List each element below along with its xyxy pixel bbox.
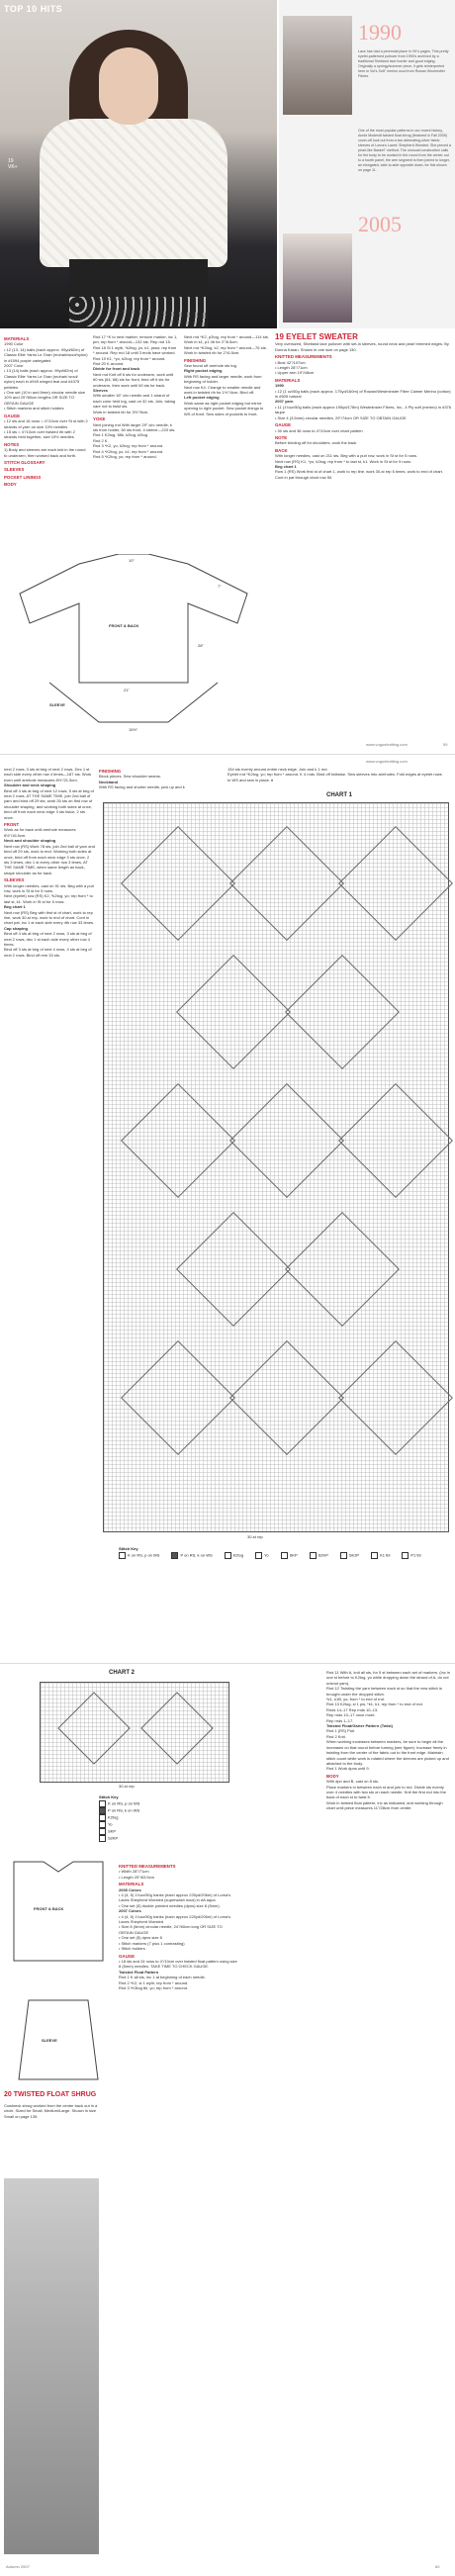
p3r-line: Rnds 14–17 Rep rnds 10–13. — [326, 1706, 379, 1712]
col1-line: 1990 Color — [4, 341, 24, 347]
eyelet-line: Row 1 (RS) Work first st of chart 1, work to rep line, work 30-st rep 6 times, work to end of chart. — [275, 469, 443, 475]
p2-line: Next row (RS) Work 78 sts, join 2nd ball of yarn and bind off 29 sts, work to end. Working both sides at once, bind off from each neck edge 3 sts once, 2 sts 3 times, dec 1 st every other row 3 times, AT THE SAME TIME, when same length as back, shape shoulder as for back. — [4, 843, 95, 875]
stitch-key-label: SK2P — [348, 1552, 360, 1558]
stitch-key-item — [99, 1800, 237, 1807]
chart2-grid — [40, 1682, 229, 1783]
p2-subheading: Neck and shoulder shaping — [4, 838, 56, 844]
col1-heading: BODY — [4, 482, 17, 488]
eyelet-subheading: 2007 yarn — [275, 399, 294, 405]
p2-line: Next (eyelet) row (RS) K2, *k2tog, yo; rep from * to last st, k1. Work in St st for 5 rows. — [4, 893, 93, 904]
chart1-motif — [176, 1212, 291, 1327]
swatch-icon — [99, 1828, 106, 1835]
eyelet-line: • 12 (1 oz/50g balls (each approx. 175yd/160m) of Rowan/Westminster Fibre Calmer Merino (cotton) in #505 natural — [275, 388, 451, 400]
page2-column-1 — [4, 767, 95, 958]
chart1-motif — [338, 1083, 453, 1198]
eyelet-line: Before binding off for shoulders, work the back — [275, 440, 357, 446]
p3r-line: Rnd 13 K2tog, sl 1 pw, *k1, k1; rep from * to end of rnd. — [326, 1702, 423, 1707]
eyelet-line: With longer needles, cast on 211 sts. Beg with a purl row, work in St st for 5 rows. — [275, 453, 417, 459]
schematic-measure: 15½" — [129, 727, 138, 732]
col2-line: Rnd 18 Sl 1 wyib, *k2tog, yo, k1, psso; rep from * around. Rep rnd 18 until 3 ends have worked. — [93, 344, 177, 356]
p2-line: With RS facing and shorter needle, pick up and k — [99, 784, 185, 790]
year-2005: 2005 — [358, 212, 402, 236]
page2-column-2 — [99, 767, 218, 790]
p3-line: Rnd 2 *K2, sl 1 wyib; rep from * around. — [119, 1979, 189, 1985]
stitch-key-label: SKP — [289, 1552, 298, 1558]
chart2-stitch-key — [99, 1794, 237, 1842]
p2-subheading: Neckband — [99, 779, 119, 784]
swatch-icon — [99, 1800, 106, 1807]
eyelet-heading: BACK — [275, 447, 288, 453]
stitch-key-item — [402, 1552, 420, 1559]
col3-line: Next row K4. Change to smaller needle and work in twisted rib for 1½"/4cm. Bind off. — [184, 384, 261, 396]
sweater-image — [40, 119, 228, 267]
section-number: 19 — [275, 332, 284, 341]
chart1-motif — [176, 955, 291, 1069]
col2-subheading: Divide for front and back — [93, 366, 140, 372]
col3-line: Work in twisted rib for 2"/6.5cm. — [184, 350, 240, 356]
swatch-icon — [99, 1814, 106, 1821]
stitch-key-label: K2tog — [108, 1814, 119, 1820]
col1-line: • 15 sts = 4"/10cm over twisted rib with 2 strands held together, size 10½ needles — [4, 428, 75, 440]
p3r-line: Rep rnds 10–17 once more. — [326, 1712, 376, 1718]
thumbnail-1990 — [283, 16, 352, 115]
schematic-page3 — [4, 1852, 113, 2089]
chart2-title: CHART 2 — [109, 1670, 136, 1676]
chart1-title: CHART 1 — [326, 792, 353, 798]
eyelet-line: Next row (RS) K1, *yo, k2tog; rep from * to last st, k1. Work in St st for 5 rows. — [275, 458, 411, 464]
eyelet-line: Cont in pat through chart row 50. — [275, 474, 333, 480]
p2-line: next 2 rows, 3 sts at beg of next 2 rows. Dec 1 st each side every other row 4 times—187 sts. Work even until armhole measures 8½"/21.5cm. — [4, 767, 92, 782]
photo-tag — [8, 158, 18, 170]
schematic-measure: 7" — [218, 584, 222, 589]
col1-line: • One set (10 in and 8mm) circular needle size 10½ and 29"/80cm lengths OR SIZE TO OBTAIN GAUGE — [4, 390, 86, 406]
swatch-icon — [402, 1552, 409, 1559]
p3-heading: GAUGE — [119, 1953, 136, 1959]
p3r-line: Rnd 2 Knit. — [326, 1733, 346, 1739]
stitch-key-label: K1 tbl — [380, 1552, 391, 1558]
sidebar — [279, 0, 455, 328]
col2-heading: YOKE — [93, 416, 106, 422]
chart1-grid — [103, 802, 449, 1532]
page-2 — [0, 754, 455, 1662]
eyelet-line: • Size 4 (3.5mm) circular needles, 29"/74cm OR SIZE TO OBTAIN GAUGE — [275, 414, 407, 420]
swatch-icon — [281, 1552, 288, 1559]
swatch-icon — [99, 1807, 106, 1814]
p2-line: Next row (RS) Beg with first st of chart, work to rep line, work 30-st rep, work to end of chart. Cont in chart pat, inc 1 st each side every 4th row 33 times. — [4, 909, 95, 926]
eyelet-heading: NOTE — [275, 434, 288, 440]
eyelet-subheading: Beg chart 1 — [275, 463, 297, 469]
p3-heading: MATERIALS — [119, 1882, 144, 1887]
col1-line: • Stitch markers and stitch holders — [4, 406, 64, 412]
page1-page-number: 59 — [443, 742, 448, 747]
chart1-motif — [338, 826, 453, 941]
col3-heading: FINISHING — [184, 357, 207, 363]
swatch-icon — [225, 1552, 231, 1559]
sidebar-text-1: Lace has had a perennial place in VK's pages. This pretty eyelet-patterned pullover from 1990's archived by a traditional Shetland lace border and good edging. Originally a springy/summer piece, it gets reinterpreted here in Vol's Soft" merino wool from Rowan Woolrestler Fibres. — [358, 49, 449, 78]
swatch-icon — [119, 1552, 126, 1559]
p3-line: Rnd 1 K all sts, inc 1 at beginning of each needle. — [119, 1975, 206, 1980]
section-intro: Very oversized, Shetland lace pullover with set-in sleeves, round neck and pearl trimmed edges. By Donna Karan. Shown in one size on page 130. — [275, 341, 449, 352]
p3r-line: Work in twisted float pattern, inc as indicated, and working through chart until piece measures 11"/28cm from center. — [326, 1799, 443, 1811]
eyelet-line: • 11 (1¾oz/50g balls (each approx 195yd/178m) Westminster Fibres, Inc., 4 Ply soft (merino) in #376 taupe — [275, 404, 452, 415]
p2-line: Work as for back until armhole measures 6½"/16.5cm. — [4, 827, 76, 838]
eyelet-line: • Upper arm 19"/48cm — [275, 370, 315, 376]
col3-subheading: Left pocket edging — [184, 395, 220, 401]
stitch-key-item — [99, 1828, 237, 1835]
p2-line: With longer needles, cast on 91 sts. Beg with a purl row, work in St st for 5 rows. — [4, 882, 94, 893]
p2-finishing-heading: FINISHING — [99, 769, 122, 774]
p3-subheading: 2007 Colors — [119, 1908, 141, 1914]
stitch-key-item — [310, 1552, 328, 1559]
col1-heading: STITCH GLOSSARY — [4, 459, 46, 465]
chart1-rep-label: 30-st rep — [247, 1534, 263, 1539]
p3r-line: With dpn and B, cast on 8 sts. — [326, 1779, 380, 1785]
col1-line: • 12 sts and 16 rows = 4"/10cm over St st with 2 strands of yarn on size 10½ needles — [4, 418, 88, 429]
p3r-line: *k1, k1B, yo; from * to end of rnd. — [326, 1697, 385, 1702]
column-eyelet-sweater — [275, 334, 451, 480]
page2-column-3 — [228, 767, 445, 782]
eyelet-line: • Bust 42"/107cm — [275, 359, 306, 365]
model-face — [99, 47, 158, 125]
section-number: 20 — [4, 2091, 12, 2098]
chart1-motif — [121, 1083, 235, 1198]
col3-line: With RS facing and larger needle, work from beginning of holder. — [184, 373, 262, 385]
p3-line: • One set (5) double pointed needles (dpns) size 8 (5mm) — [119, 1902, 220, 1908]
p3-subheading: 2005 Colors — [119, 1886, 141, 1892]
shrug-right-column — [326, 1670, 451, 1811]
p2-subheading: Cap shaping — [4, 925, 29, 931]
p3-line: • 18 sts and 24 rows to 4"/10cm over twisted float pattern using size 8 (5mm) needles. TAKE TIME TO CHECK GAUGE. — [119, 1958, 237, 1970]
chart1-motif — [285, 1212, 400, 1327]
chart2-motif — [140, 1692, 214, 1765]
col2-line: Rnd 20 K around. — [93, 361, 125, 367]
col2-line: Rnd 19 K1, *yo, k2tog; rep from * around. — [93, 355, 166, 361]
p3-line: • 4 (4, 5) 1¾oz/50g hanks (each approx 225yd/206m) of Lorna's Laces Shepherd Worsted (superwash wool) in #A aqua — [119, 1892, 231, 1903]
chart1-motif — [229, 1083, 344, 1198]
stitch-key-label: K2tog — [232, 1552, 244, 1558]
shrug-materials — [119, 1862, 237, 1990]
p3r-line: Rep rnds 1–17. — [326, 1717, 354, 1723]
section-title-20 — [4, 2091, 96, 2098]
p3r-subheading: Twisted Float/Garter Pattern (Twist) — [326, 1723, 393, 1729]
stitch-key-title: Stitch Key — [119, 1546, 138, 1551]
col2-line: Next rnd Knit off 6 sts for underarm, work until 60 sts (64, 68) sts for front, bind off 6 sts for underarm, then work until 60 sts for back. — [93, 371, 174, 388]
p3r-line: Place markers in between each st and join to rnd. Divide sts evenly over 4 needles with two sts on each needle. Knit the first rnd into the back of each st to twist it. — [326, 1784, 446, 1800]
swatch-icon — [99, 1835, 106, 1842]
stitch-key-item — [371, 1552, 390, 1559]
col3-line: Work in k1, p1 rib for 2"/6.5cm. — [184, 339, 238, 345]
section-name: TWISTED FLOAT SHRUG — [13, 2091, 97, 2098]
schematic-label: FRONT & BACK — [109, 623, 139, 628]
col3-line: Next rnd *K2, p2tog, rep from * around—114 sts. — [184, 334, 269, 339]
schematic3-label: FRONT & BACK — [34, 1906, 64, 1911]
p3-line: • 4 (4, 5) 1¾oz/50g hanks (each approx 225yd/206m) of Lorna's Laces Shepherd Worsted — [119, 1913, 231, 1925]
stitch-key-item — [99, 1821, 237, 1828]
p3-line: • Stitch markers (7 plus 1 contrasting) — [119, 1940, 185, 1946]
stitch-key-item — [225, 1552, 243, 1559]
stitch-key-item — [119, 1552, 159, 1559]
p2-line: Eyelet rnd *K2tog, yo; rep from * around. K 4 rnds. Bind off knitwise. Sew sleeves into armholes. Fold edges at eyelet rows to WS and sew in place. ♦ — [228, 772, 442, 782]
col2-subheading: Sleeves — [93, 388, 108, 394]
chart1-stitch-key — [119, 1546, 445, 1559]
stitch-key-label: P on RS, k on WS — [108, 1807, 140, 1813]
col2-line: With smaller 16" circ needle and 1 strand of each color held tog, cast on 32 sts. Join, taking care not to twist sts. — [93, 393, 176, 410]
col1-line: • 12 (13, 14) balls (each approx. 99yd/82m) of Classic Elite Yarns Le Gran (mohair/wool/nylon) in #1594 purple variegated — [4, 346, 88, 363]
p2-line: Bind off 4 sts at beg of next 12 rows, 5 sts at beg of next 2 rows, AT THE SAME TIME, join 2nd ball of yarn and bind off 29 sts, work 26 sts on first row of shoulder shaping, and working both sides at once, bind off from each neck edge 3 sts twice, 2 sts once. — [4, 787, 94, 820]
chart1-motif — [121, 826, 235, 941]
p2-line: Bind off 4 sts at beg of next 2 rows, 3 sts at beg of next 2 rows, dec 1 st each side every other row 4 times. — [4, 931, 92, 947]
hero-header: TOP 10 HITS — [4, 4, 63, 14]
col1-line: • 13 (14) balls (each approx. 99yd/82m) of Classic Elite Yarns Le Gran (mohair/ wool/ nylon) each in #949 winged teal and #4375 pebbles — [4, 368, 80, 390]
year-1990: 1990 — [358, 20, 402, 45]
stitch-key-title: Stitch Key — [99, 1794, 119, 1799]
p3-line: • One set (5) dpns size 8 — [119, 1935, 162, 1941]
chart1-motif — [229, 826, 344, 941]
hero-photo — [0, 0, 277, 328]
stitch-key-item — [255, 1552, 269, 1559]
p3r-line: When working increases between markers, be sure to begin all the increases on that round before turning (see figure). Increase freely in twisting from the center of the fabric out to the front edge. Maintain stitch count while work is rotated where the sleeves are picked up and attached to the body. — [326, 1739, 449, 1766]
materials-heading: MATERIALS — [4, 336, 30, 341]
p3-line: • Width 28"/71cm — [119, 1869, 149, 1875]
eyelet-heading: GAUGE — [275, 422, 292, 428]
section-name: EYELET SWEATER — [286, 332, 358, 341]
col2-line: Rnd 2 K. — [93, 437, 109, 443]
stitch-key-list — [119, 1552, 445, 1559]
lace-hem-image — [69, 297, 208, 326]
p3-line: • Stitch holders — [119, 1946, 145, 1952]
col2-line: Work in twisted rib for 3½"/9cm. — [93, 409, 149, 414]
col3-line: Next rnd *K2tog, k2, rep from * around—76 sts. — [184, 344, 267, 350]
eyelet-line: • 30 sts and 36 rows to 4"/10cm over chart pattern — [275, 427, 363, 433]
page2-footer-url: www.vogueknitting.com — [366, 759, 408, 764]
chart2-motif — [57, 1692, 131, 1765]
column-instructions — [93, 334, 178, 459]
col1-heading: NOTES — [4, 441, 20, 447]
swatch-icon — [99, 1821, 106, 1828]
p3r-line: Rnd 1 (RS) Purl. — [326, 1728, 356, 1734]
photo-tag-label: VK+ — [8, 164, 18, 170]
col1-heading: GAUGE — [4, 413, 21, 418]
p3r-line: Rnd 1 Work dpns until 9. — [326, 1766, 370, 1772]
stitch-key-label: K on RS, p on WS — [128, 1552, 160, 1558]
swatch-icon — [371, 1552, 378, 1559]
page3-page-number: 60 — [435, 2564, 440, 2569]
shrug-photo — [4, 2178, 99, 2554]
eyelet-line: • Length 28"/71cm — [275, 365, 308, 371]
col1-heading: POCKET LININGS — [4, 474, 42, 480]
schematic3-svg — [4, 1852, 113, 2089]
stitch-key-item — [171, 1552, 212, 1559]
col2-line: Next joining rnd With larger 29" circ needle, k sts from holder, 60 sts front, 4 sleeve—220 sts. — [93, 421, 176, 432]
section-title-19 — [275, 334, 451, 339]
page1-footer-url: www.vogueknitting.com — [366, 742, 408, 747]
stitch-key-label: K on RS, p on WS — [108, 1800, 140, 1806]
col1-heading: SLEEVES — [4, 467, 25, 473]
col3-line: Sew found off armhole sts tog. — [184, 363, 237, 369]
p3-heading: KNITTED MEASUREMENTS — [119, 1864, 176, 1869]
stitch-key-item — [99, 1814, 237, 1821]
p3-line: • Length 25"/63.5cm — [119, 1874, 154, 1880]
schematic-measure: 21" — [124, 688, 130, 692]
col1-line: 2007 Color — [4, 363, 24, 369]
sidebar-text-2: One of the most popular patterns in our recent history, Annie Modesitt twisted float shrug (featured in Fall 2005) cover-off look out from a two alternating-silver fabric sleeves of Lorna's Laces' Shepherd Worsted. She pieced a pearl-like Basket" method. The unusual construction calls for the body to be worked in the round from the center out to a fourth panel, the arm segment is then joined to longer, an elongated, side-to-side opposite down, for this shown on page 11. — [358, 129, 452, 172]
stitch-key-item — [99, 1807, 237, 1814]
col1-line: 1) Body and sleeves are each knit in the round to underarm, then worked back and forth. — [4, 447, 86, 458]
stitch-key-label: S2KP — [318, 1552, 328, 1558]
page-3 — [0, 1663, 455, 2576]
chart1-motif — [229, 1340, 344, 1455]
col2-line: Rnd 4 *K2tog, yo, k1; rep from * around. — [93, 448, 164, 454]
stitch-key-label: Yo — [108, 1821, 113, 1827]
stitch-key-label: P on RS, k on WS — [180, 1552, 213, 1558]
stitch-key-item — [281, 1552, 298, 1559]
shrug-intro-text: Cowlneck shrug worked from the center back out in a circle. Sized for Small, Medium/Large. Shown in size Small on page 135. — [4, 2103, 98, 2119]
stitch-key-label: S2KP — [108, 1835, 119, 1841]
col2-line: Rnd 5 *K2tog, yo; rep from * around. — [93, 453, 157, 459]
col2-line: Rnd 1 K2tog, 58k, k2tog, k2tog — [93, 432, 147, 438]
schematic-label: SLEEVE — [49, 702, 65, 707]
page3-footer-issue: Autumn 2007 — [6, 2564, 30, 2569]
p2-line: Block pieces. Sew shoulder seams. — [99, 774, 161, 780]
swatch-icon — [171, 1552, 178, 1559]
chart1-motif — [338, 1340, 453, 1455]
schematic-svg — [10, 554, 257, 732]
col3-subheading: Right pocket edging — [184, 368, 223, 374]
p3-line: Rnd 3 *K3tog tbl, yo; rep from * around. — [119, 1984, 189, 1990]
chart1-motif — [121, 1340, 235, 1455]
swatch-icon — [255, 1552, 262, 1559]
p3-subheading: Twisted Float Pattern — [119, 1969, 159, 1975]
shrug-intro — [4, 2103, 103, 2119]
p2-heading: FRONT — [4, 822, 20, 828]
stitch-key-label: Yo — [264, 1552, 269, 1558]
schematic-measure: 10" — [129, 558, 135, 563]
photo-tag-number: 19 — [8, 158, 14, 164]
stitch-key-item — [340, 1552, 359, 1559]
p3-line: • Size 8 (5mm) circular needle, 24"/60cm long OR SIZE TO OBTAIN GAUGE — [119, 1924, 223, 1935]
chart2-rep-label: 30-st rep — [119, 1784, 135, 1789]
thumbnail-2005 — [283, 233, 352, 322]
p2-heading: SLEEVES — [4, 877, 25, 883]
chart1-motif — [285, 955, 400, 1069]
column-materials — [4, 334, 89, 488]
p3r-line: Rnd 12 Twisting the yarn between each st so that the new stitch is brought under the dropped stitch. — [326, 1686, 442, 1697]
p3r-line: Rnd 11 With A, knit all sts, for 5 st between each set of markers. (Inc in one st before to K2tog, yo while dropping down the strand of A, do not unknot yarn). — [326, 1670, 451, 1686]
swatch-icon — [310, 1552, 317, 1559]
p3r-heading: BODY — [326, 1773, 339, 1779]
p2-subheading: Beg chart 1 — [4, 904, 26, 910]
swatch-icon — [340, 1552, 347, 1559]
stitch-key-item — [99, 1835, 237, 1842]
eyelet-heading: MATERIALS — [275, 377, 301, 383]
stitch-key-label: SKP — [108, 1828, 117, 1834]
stitch-key-label: P1 tbl — [410, 1552, 421, 1558]
knitted-measurements-heading: KNITTED MEASUREMENTS — [275, 354, 332, 360]
col2-line: Rnd 3 *K2, yo, k2tog; rep from * around. — [93, 443, 164, 449]
eyelet-subheading: 1990 — [275, 383, 284, 389]
page-1 — [0, 0, 455, 752]
schematic-front-back — [10, 554, 257, 732]
p2-subheading: Shoulder and neck shaping — [4, 782, 56, 788]
schematic3-label: SLEEVE — [42, 2038, 57, 2043]
schematic-measure: 28" — [198, 643, 204, 648]
col2-line: Rnd 17 *K to next marker, remove marker, inc 1, pm; rep from * around—132 sts. Rep rnd 15. — [93, 334, 178, 345]
p2-line: 154 sts evenly around entire neck edge. Join and k 1 rnd. — [228, 767, 328, 772]
p2-line: Bind off 3 sts at beg of next 4 rows, 4 sts at beg of next 2 rows. Bind off rem 33 sts. — [4, 947, 92, 958]
column-finishing — [184, 334, 269, 416]
col3-line: Work same as right pocket edging but mirror opening to right pocket. Sew pocket linings to WS of front. Sew sides of pockets to front. — [184, 400, 264, 416]
